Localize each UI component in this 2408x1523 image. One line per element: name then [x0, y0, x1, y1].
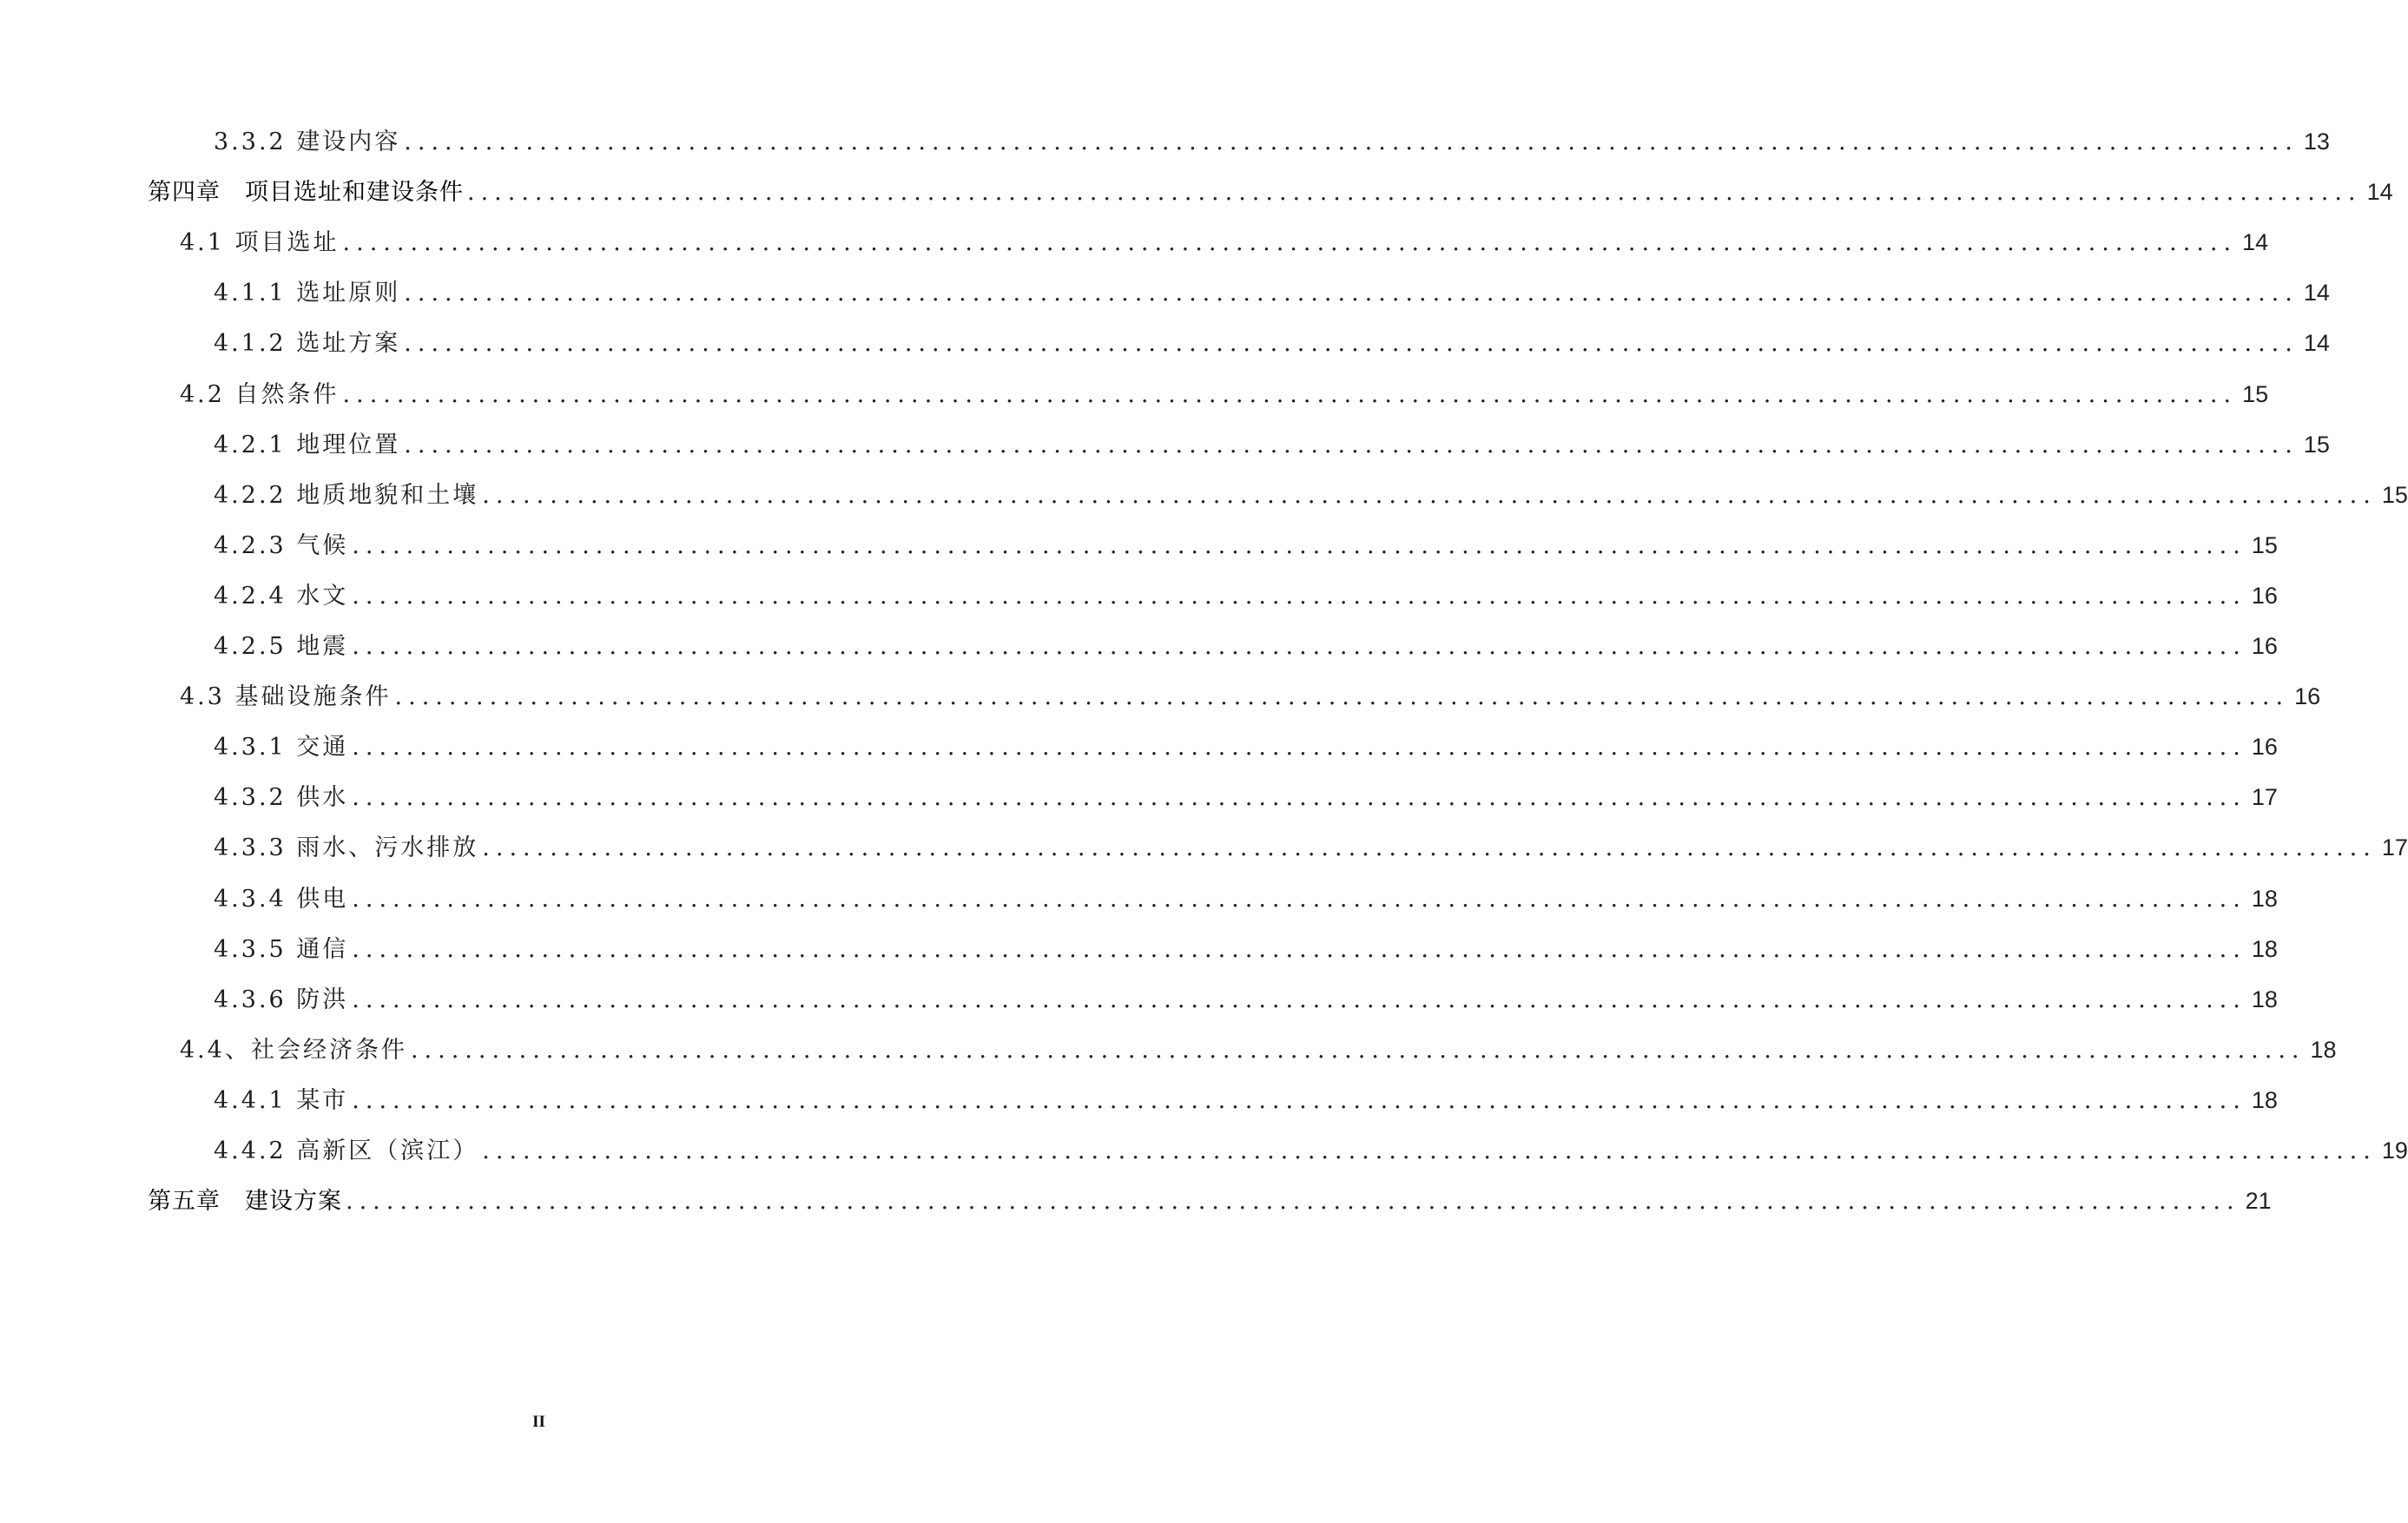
toc-entry[interactable]	[214, 122, 2330, 161]
toc-page-number: 14	[2242, 229, 2269, 255]
toc-entry-title: 4.4.2 高新区（滨江）	[214, 1137, 479, 1164]
toc-page-number: 15	[2251, 532, 2278, 558]
toc-page-number: 18	[2251, 986, 2278, 1012]
toc-dot-leader: ............................................................................................................................................	[482, 834, 2377, 861]
toc-dot-leader: ............................................................................................................................................	[352, 1087, 2246, 1114]
toc-entry[interactable]	[148, 173, 2393, 211]
toc-entry-title: 4.2.1 地理位置	[214, 432, 401, 458]
toc-dot-leader: ............................................................................................................................................	[352, 633, 2246, 660]
toc-entry-title: 4.1.1 选址原则	[214, 280, 401, 307]
toc-entry[interactable]	[180, 677, 2321, 715]
toc-page-number: 17	[2251, 784, 2278, 810]
toc-entry[interactable]	[214, 880, 2278, 918]
toc-entry[interactable]	[214, 476, 2408, 514]
toc-entry[interactable]	[214, 526, 2278, 564]
toc-entry-title: 4.3 基础设施条件	[180, 683, 392, 710]
toc-entry-title: 第四章 项目选址和建设条件	[148, 179, 464, 206]
toc-dot-leader: ............................................................................................................................................	[404, 330, 2299, 357]
toc-dot-leader: ............................................................................................................................................	[404, 129, 2299, 155]
toc-entry[interactable]	[214, 1081, 2278, 1119]
toc-page-number: 21	[2245, 1188, 2272, 1214]
toc-entry[interactable]	[214, 930, 2278, 968]
toc-dot-leader: ............................................................................................................................................	[352, 532, 2246, 559]
toc-entry-title: 4.3.1 交通	[214, 734, 349, 761]
toc-dot-leader: ............................................................................................................................................	[352, 886, 2246, 913]
toc-dot-leader: ............................................................................................................................................	[352, 583, 2246, 610]
toc-page-number: 15	[2381, 482, 2408, 508]
toc-dot-leader: ............................................................................................................................................	[346, 1188, 2240, 1215]
toc-dot-leader: ............................................................................................................................................	[352, 734, 2246, 761]
toc-dot-leader: ............................................................................................................................................	[352, 986, 2246, 1013]
toc-entry[interactable]	[214, 425, 2330, 464]
toc-entry-title: 第五章 建设方案	[148, 1188, 342, 1215]
toc-entry[interactable]	[214, 1131, 2408, 1170]
toc-entry-title: 4.2.5 地震	[214, 633, 349, 660]
toc-entry[interactable]	[214, 627, 2278, 665]
toc-entry-title: 4.2.3 气候	[214, 532, 349, 559]
toc-page-number: 18	[2251, 886, 2278, 912]
toc-entry[interactable]	[214, 274, 2330, 312]
toc-dot-leader: ............................................................................................................................................	[467, 179, 2362, 206]
toc-page-number: 13	[2303, 129, 2330, 155]
toc-page-number: 16	[2251, 734, 2278, 760]
toc-entry[interactable]	[180, 375, 2269, 413]
toc-entry-title: 4.4、社会经济条件	[180, 1037, 407, 1064]
toc-dot-leader: ............................................................................................................................................	[482, 482, 2377, 509]
toc-page-number: 14	[2303, 280, 2330, 306]
toc-entry[interactable]	[180, 223, 2269, 261]
toc-dot-leader: ............................................................................................................................................	[394, 683, 2290, 710]
toc-entry-title: 4.1 项目选址	[180, 229, 340, 256]
toc-page-number: 16	[2294, 683, 2321, 709]
toc-page-number: 18	[2251, 1087, 2278, 1113]
toc-dot-leader: ............................................................................................................................................	[342, 229, 2238, 256]
page-number: II	[532, 1413, 545, 1431]
toc-entry-title: 4.3.2 供水	[214, 784, 349, 811]
toc-entry[interactable]	[214, 577, 2278, 615]
toc-page-number: 17	[2381, 834, 2408, 860]
toc-entry-title: 4.3.3 雨水、污水排放	[214, 834, 479, 861]
toc-entry-title: 4.3.6 防洪	[214, 986, 349, 1013]
toc-dot-leader: ............................................................................................................................................	[352, 936, 2246, 963]
toc-entry-title: 3.3.2 建设内容	[214, 129, 401, 155]
toc-entry-title: 4.4.1 某市	[214, 1087, 349, 1114]
toc-page-number: 14	[2366, 179, 2393, 205]
toc-entry-title: 4.3.5 通信	[214, 936, 349, 963]
toc-page-number: 19	[2381, 1137, 2408, 1164]
toc-entry-title: 4.2.2 地质地貌和土壤	[214, 482, 479, 509]
toc-entry[interactable]	[214, 828, 2408, 867]
toc-entry-title: 4.2.4 水文	[214, 583, 349, 610]
toc-entry-title: 4.3.4 供电	[214, 886, 349, 913]
toc-page-number: 16	[2251, 583, 2278, 609]
toc-page-number: 18	[2310, 1037, 2337, 1063]
toc-entry[interactable]	[214, 778, 2278, 816]
toc-dot-leader: ............................................................................................................................................	[404, 280, 2299, 307]
toc-entry[interactable]	[148, 1182, 2272, 1220]
toc-entry[interactable]	[214, 728, 2278, 766]
toc-entry-title: 4.1.2 选址方案	[214, 330, 401, 357]
toc-dot-leader: ............................................................................................................................................	[410, 1037, 2306, 1064]
toc-dot-leader: ............................................................................................................................................	[404, 432, 2299, 458]
toc-dot-leader: ............................................................................................................................................	[342, 381, 2238, 408]
toc-page-number: 14	[2303, 330, 2330, 356]
toc-page-number: 15	[2242, 381, 2269, 407]
toc-entry-title: 4.2 自然条件	[180, 381, 340, 408]
toc-dot-leader: ............................................................................................................................................	[482, 1137, 2377, 1164]
toc-dot-leader: ............................................................................................................................................	[352, 784, 2246, 811]
toc-entry[interactable]	[214, 324, 2330, 362]
toc-page-number: 15	[2303, 432, 2330, 458]
toc-page-number: 18	[2251, 936, 2278, 962]
toc-page-number: 16	[2251, 633, 2278, 659]
toc-entry[interactable]	[180, 1031, 2337, 1069]
toc-entry[interactable]	[214, 980, 2278, 1019]
